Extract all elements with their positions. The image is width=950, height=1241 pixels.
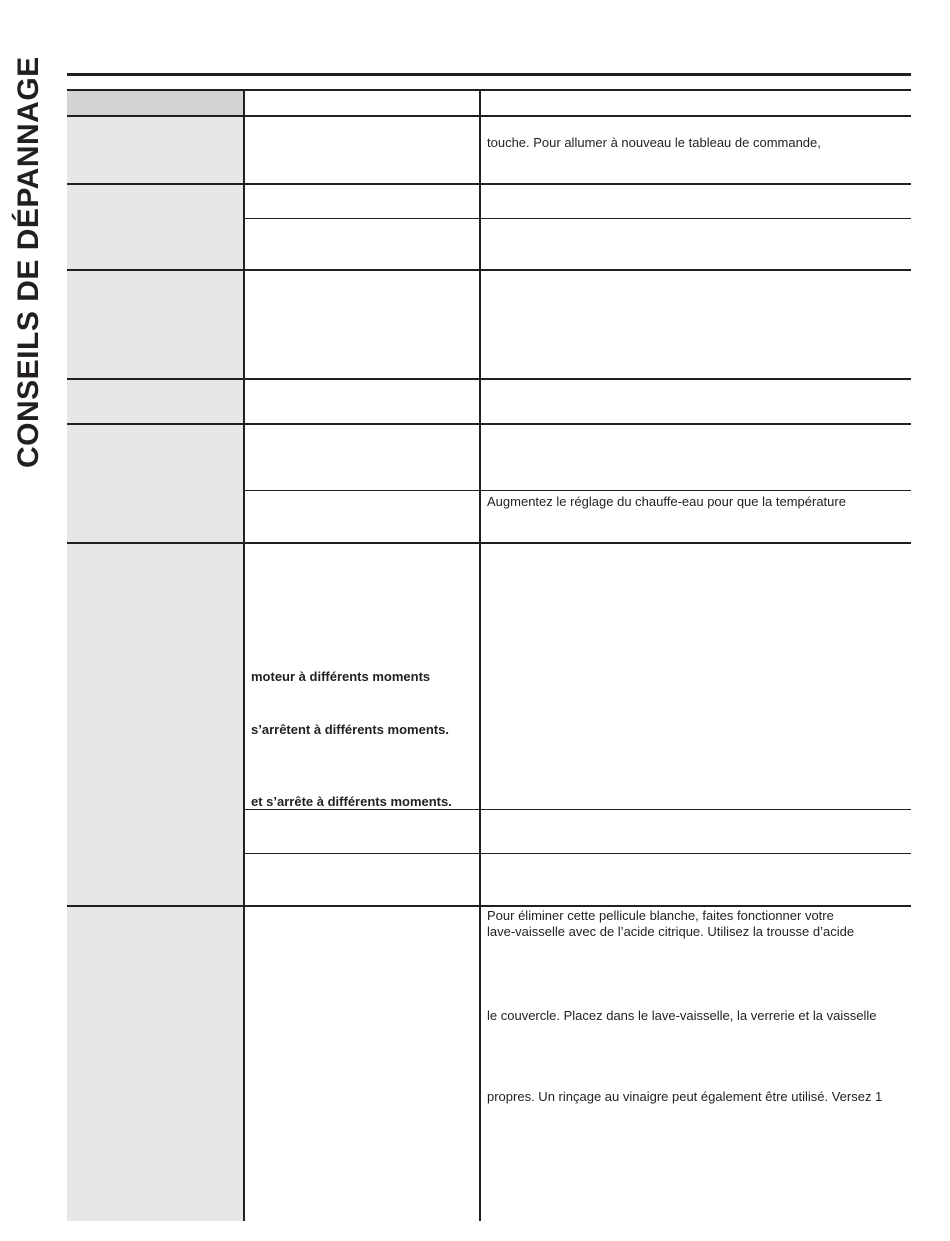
section-side-title: CONSEILS DE DÉPANNAGE [12, 56, 45, 468]
sub-row-divider [244, 853, 911, 854]
solution-text: touche. Pour allumer à nouveau le tableau de commande, [487, 135, 821, 150]
header-top-rule [67, 89, 911, 91]
header-problem-cell [67, 89, 244, 116]
row-divider [67, 542, 911, 544]
problem-column-background [67, 116, 244, 1221]
sub-row-divider [244, 490, 911, 491]
troubleshooting-table [67, 89, 911, 1221]
solution-text: le couvercle. Placez dans le lave-vaisselle, la verrerie et la vaisselle [487, 1008, 877, 1023]
column-divider [243, 89, 245, 1221]
row-divider [67, 269, 911, 271]
row-divider [67, 183, 911, 185]
solution-text: propres. Un rinçage au vinaigre peut également être utilisé. Versez 1 [487, 1089, 883, 1104]
row-divider [67, 905, 911, 907]
solution-text: Pour éliminer cette pellicule blanche, faites fonctionner votre [487, 908, 834, 923]
cause-text: s’arrêtent à différents moments. [251, 722, 449, 737]
row-divider [67, 115, 911, 117]
solution-text: lave-vaisselle avec de l’acide citrique. Utilisez la trousse d’acide [487, 924, 855, 939]
top-rule [67, 73, 911, 76]
column-divider [479, 89, 481, 1221]
cause-text: moteur à différents moments [251, 669, 431, 684]
row-divider [67, 423, 911, 425]
cause-text: et s’arrête à différents moments. [251, 794, 452, 809]
solution-text: Augmentez le réglage du chauffe-eau pour que la température [487, 494, 846, 509]
sub-row-divider [244, 218, 911, 219]
row-divider [67, 378, 911, 380]
